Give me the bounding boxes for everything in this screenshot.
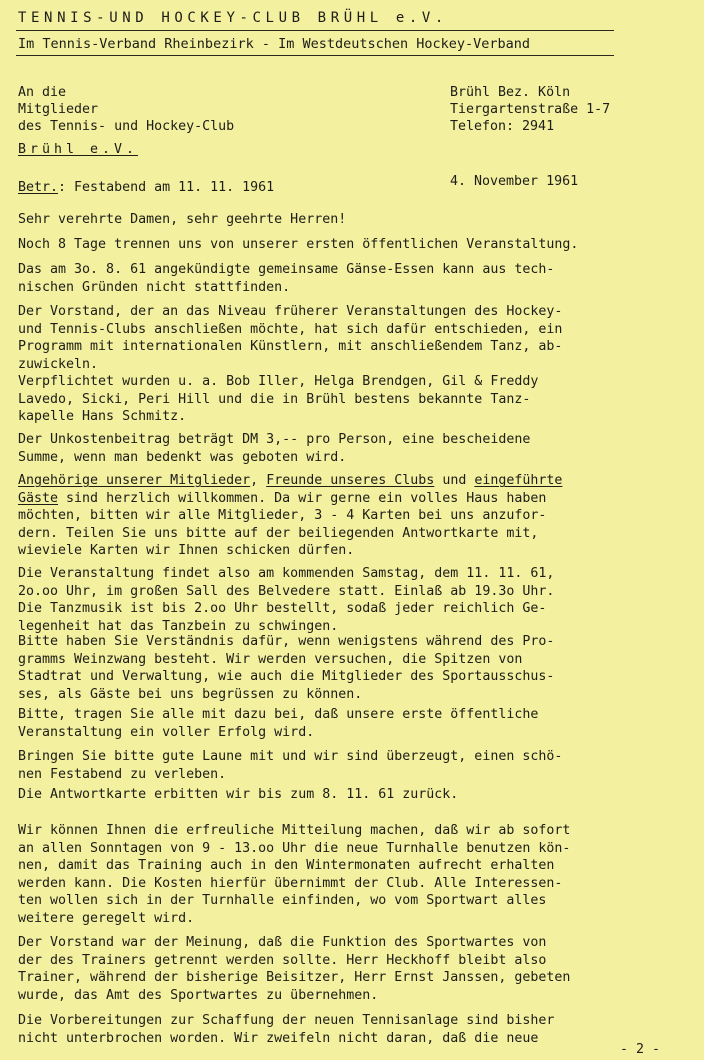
recipient-line-2: Mitglieder xyxy=(18,102,99,117)
header-rule-top xyxy=(16,30,614,31)
paragraph-tennis-facility: Die Vorbereitungen zur Schaffung der neuen Tennisanlage sind bisher nicht unterbrochen worden. Wir zweifeln nicht daran, daß die neue xyxy=(18,1013,555,1046)
subject-label: Betr. xyxy=(18,180,59,195)
sender-street: Tiergartenstraße 1-7 xyxy=(450,102,611,117)
guests-members-relatives: Angehörige unserer Mitglieder xyxy=(18,473,251,488)
page-number: - 2 - xyxy=(620,1042,661,1057)
guests-rest-2: möchten, bitten wir alle Mitglieder, 3 - 4 Karten bei uns anzufor- dern. Teilen Sie uns bitte auf der beiliegenden Antwortkarte mit, wieviele Karten wir Ihnen schicken dürfen. xyxy=(18,508,547,558)
recipient-line-1: An die xyxy=(18,85,67,100)
paragraph-gym: Wir können Ihnen die erfreuliche Mitteilung machen, daß wir ab sofort an allen Sonntagen von 9 - 13.oo Uhr die neue Turnhalle benutzen kön- nen, damit das Training auch in den Wintermonaten aufrecht erhalten werden kann. Die Kosten hierfür übernimmt der Club. Alle Interessen- ten wollen sich in der Turnhalle einfinden, wo vom Sportwart alles weitere geregelt wird. xyxy=(18,823,571,926)
recipient-line-3: des Tennis- und Hockey-Club xyxy=(18,119,235,134)
club-name-heading: TENNIS-UND HOCKEY-CLUB BRÜHL e.V. xyxy=(18,10,448,26)
paragraph-cost: Der Unkostenbeitrag beträgt DM 3,-- pro Person, eine bescheidene Summe, wenn man bedenkt was geboten wird. xyxy=(18,432,531,465)
guests-sep-1: , xyxy=(250,473,267,488)
sender-city: Brühl Bez. Köln xyxy=(450,85,571,100)
guests-sep-2: und xyxy=(434,473,475,488)
paragraph-artists: Verpflichtet wurden u. a. Bob Iller, Helga Brendgen, Gil & Freddy Lavedo, Sicki, Peri Hill und die in Brühl bestens bekannte Tanz- kapelle Hans Schmitz. xyxy=(18,374,539,424)
paragraph-success: Bitte, tragen Sie alle mit dazu bei, daß unsere erste öffentliche Veranstaltung ein voller Erfolg wird. xyxy=(18,707,539,740)
header-rule-bottom xyxy=(16,55,614,56)
paragraph-goose-dinner: Das am 3o. 8. 61 angekündigte gemeinsame Gänse-Essen kann aus tech- nischen Gründen nicht stattfinden. xyxy=(18,262,555,295)
federations-line: Im Tennis-Verband Rheinbezirk - Im Westdeutschen Hockey-Verband xyxy=(18,36,531,52)
recipient-line-4: Brühl e.V. xyxy=(18,142,139,157)
sender-phone: Telefon: 2941 xyxy=(450,119,555,134)
subject-text: : Festabend am 11. 11. 1961 xyxy=(58,180,275,195)
paragraph-event-details: Die Veranstaltung findet also am kommenden Samstag, dem 11. 11. 61, 2o.oo Uhr, im großen Sall des Belvedere statt. Einlaß ab 19.3o Uhr. Die Tanzmusik ist bis 2.oo Uhr bestellt, sodaß jeder reichlich Ge- legenheit hat das Tanzbein zu schwingen. xyxy=(18,566,555,634)
paragraph-wine: Bitte haben Sie Verständnis dafür, wenn wenigstens während des Pro- gramms Weinzwang besteht. Wir werden versuchen, die Spitzen von Stadtrat und Verwaltung, wie auch die Mitglieder des Sportausschus- ses, als Gäste bei uns begrüssen zu können. xyxy=(18,634,555,702)
paragraph-reply-card: Die Antwortkarte erbitten wir bis zum 8. 11. 61 zurück. xyxy=(18,787,459,802)
paragraph-guests xyxy=(18,472,562,560)
letter-date: 4. November 1961 xyxy=(450,174,579,189)
salutation: Sehr verehrte Damen, sehr geehrte Herren! xyxy=(18,212,347,227)
paragraph-program: Der Vorstand, der an das Niveau früherer Veranstaltungen des Hockey- und Tennis-Clubs anschließen möchte, hat sich dafür entschieden, ein Programm mit internationalen Künstlern, mit anschließendem Tanz, ab- zuwickeln. xyxy=(18,304,563,372)
guests-introduced: eingeführte xyxy=(474,473,563,488)
paragraph-sportwart: Der Vorstand war der Meinung, daß die Funktion des Sportwartes von der des Trainers getrennt werden sollte. Herr Heckhoff bleibt also Trainer, während der bisherige Beisitzer, Herr Ernst Janssen, gebeten wurde, das Amt des Sportwartes zu übernehmen. xyxy=(18,935,571,1003)
guests-rest-1: sind herzlich willkommen. Da wir gerne ein volles Haus haben xyxy=(58,490,547,506)
guests-word: Gäste xyxy=(18,490,59,506)
subject-line xyxy=(18,179,274,197)
paragraph-mood: Bringen Sie bitte gute Laune mit und wir sind überzeugt, einen schö- nen Festabend zu verleben. xyxy=(18,749,563,782)
guests-club-friends: Freunde unseres Clubs xyxy=(266,473,435,488)
paragraph-intro: Noch 8 Tage trennen uns von unserer ersten öffentlichen Veranstaltung. xyxy=(18,237,579,252)
